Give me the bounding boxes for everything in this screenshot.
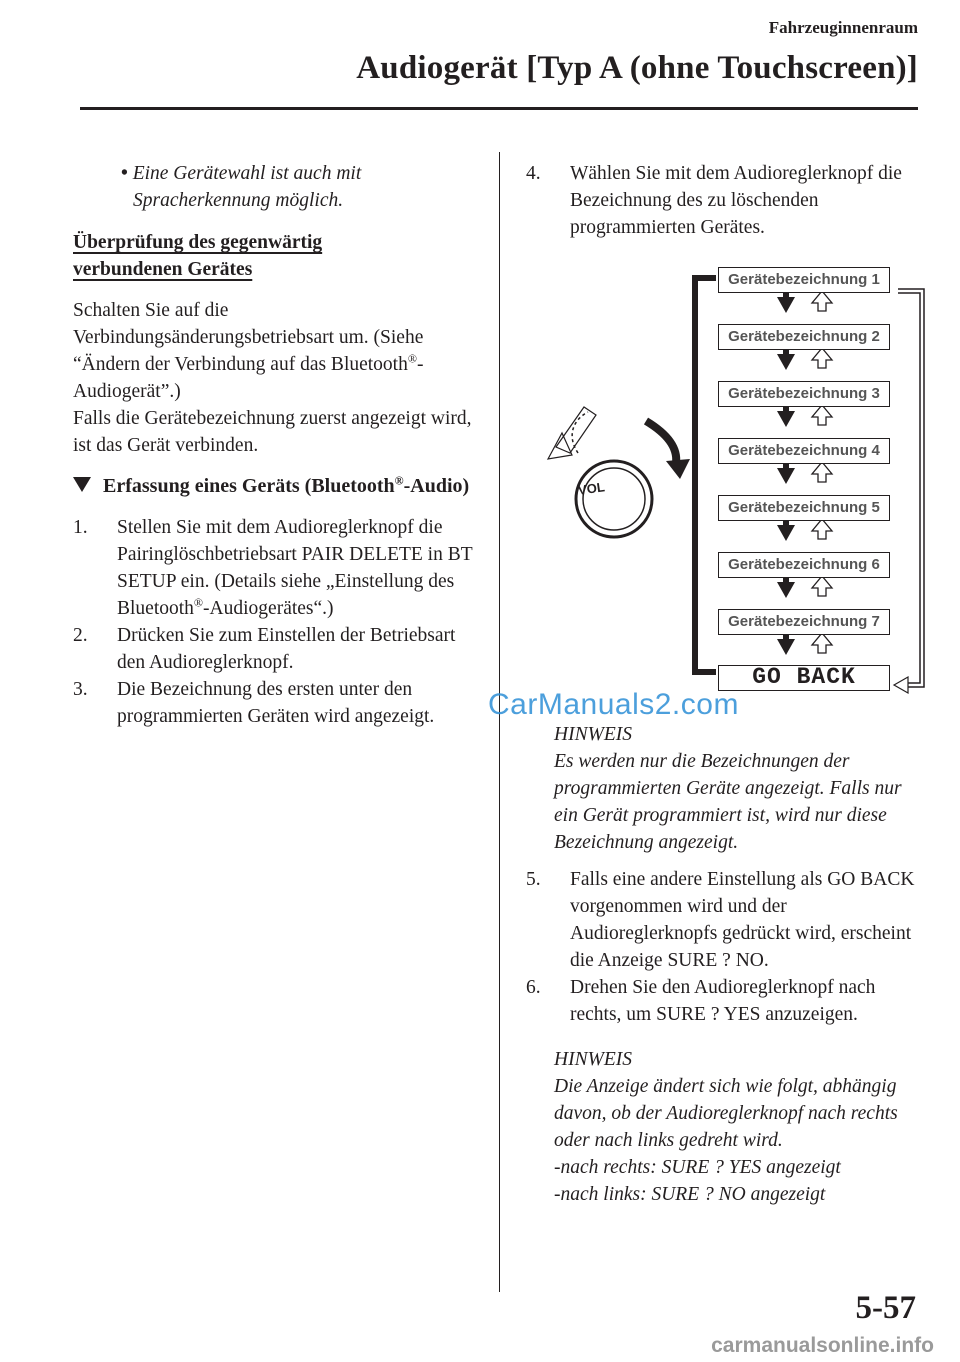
step-text: Drehen Sie den Audioreglerknopf nach rechts, um SURE ? YES anzuzeigen. [570, 977, 876, 1025]
down-arrow-icon [777, 468, 795, 484]
step-list-right-b [526, 866, 926, 1028]
device-label: Gerätebezeichnung 3 [718, 381, 890, 407]
device-label: Gerätebezeichnung 7 [718, 609, 890, 635]
step-number: 6. [526, 977, 541, 998]
column-divider [499, 152, 500, 1292]
footer-watermark: carmanualsonline.info [711, 1334, 934, 1357]
page-title: Audiogerät [Typ A (ohne Touchscreen)] [356, 50, 918, 86]
vol-knob-icon [548, 407, 690, 537]
down-arrow-icon [777, 582, 795, 598]
cycle-arrows [894, 289, 924, 693]
registered-mark: ® [394, 473, 404, 488]
note-bullet-text: Eine Gerätewahl ist auch mit Spracherkennung möglich. [132, 163, 362, 211]
paragraph-1 [73, 297, 473, 459]
step-number: 2. [73, 625, 88, 646]
down-arrow-icon [777, 639, 795, 655]
down-arrow-icon [777, 411, 795, 427]
selection-bracket-bottom [692, 669, 716, 675]
step-number: 1. [73, 517, 88, 538]
step-1 [73, 514, 473, 622]
page-number: 5-57 [855, 1290, 916, 1326]
device-label: Gerätebezeichnung 5 [718, 495, 890, 521]
up-arrow-icon [812, 519, 832, 539]
section-heading-line2: verbundenen Gerätes [73, 259, 253, 280]
up-arrow-icon [812, 348, 832, 368]
down-arrow-icon [777, 525, 795, 541]
header-rule [80, 107, 918, 110]
section-heading [73, 229, 473, 283]
go-back-label: GO BACK [718, 665, 890, 691]
step-4 [526, 160, 926, 241]
step-6 [526, 974, 926, 1028]
note-bullet [73, 160, 473, 214]
device-label: Gerätebezeichnung 6 [718, 552, 890, 578]
note-2 [526, 1046, 926, 1208]
note-2-line-2: -nach links: SURE ? NO angezeigt [554, 1184, 826, 1205]
down-arrow-icon [777, 297, 795, 313]
step-text-b: -Audiogerätes“.) [203, 598, 334, 619]
up-arrow-icon [812, 633, 832, 653]
bullet-icon: • [121, 163, 128, 184]
step-number: 5. [526, 869, 541, 890]
device-label: Gerätebezeichnung 2 [718, 324, 890, 350]
step-text: Die Bezeichnung des ersten unter den programmierten Geräten wird angezeigt. [117, 679, 435, 727]
registered-mark: ® [407, 351, 417, 366]
note-1-title: HINWEIS [554, 724, 632, 745]
step-number: 4. [526, 163, 541, 184]
paragraph-2: Falls die Gerätebezeichnung zuerst angezeigt wird, ist das Gerät verbinden. [73, 408, 472, 456]
step-3 [73, 676, 473, 730]
step-text: Drücken Sie zum Einstellen der Betriebsart den Audioreglerknopf. [117, 625, 456, 673]
registered-mark: ® [193, 595, 204, 610]
note-2-title: HINWEIS [554, 1049, 632, 1070]
device-label: Gerätebezeichnung 4 [718, 438, 890, 464]
up-arrow-icon [812, 291, 832, 311]
section-heading-line1: Überprüfung des gegenwärtig [73, 232, 323, 253]
step-text: Wählen Sie mit dem Audioreglerknopf die Bezeichnung des zu löschenden programmierten Gerätes. [570, 163, 902, 238]
vol-label: VOL [577, 479, 606, 498]
subsection-heading [73, 473, 473, 500]
step-text: Stellen Sie mit dem Audioreglerknopf die Pairinglöschbetriebsart PAIR DELETE in BT SETUP ein. (Details siehe „Einstellung des Bluetooth [117, 517, 473, 619]
down-arrow-icon [777, 354, 795, 370]
device-selection-diagram [526, 267, 956, 707]
subsection-heading-a: Erfassung eines Geräts (Bluetooth [103, 475, 395, 497]
device-label: Gerätebezeichnung 1 [718, 267, 890, 293]
paragraph-1-b: -Audiogerät”.) [73, 354, 424, 402]
step-2 [73, 622, 473, 676]
selection-bracket [692, 275, 698, 675]
up-arrow-icon [812, 462, 832, 482]
left-column [73, 160, 473, 730]
watermark: CarManuals2.com [488, 688, 739, 721]
selection-bracket-top [692, 275, 716, 281]
step-5 [526, 866, 926, 974]
step-list-left [73, 514, 473, 730]
note-1 [526, 721, 926, 856]
note-2-text: Die Anzeige ändert sich wie folgt, abhängig davon, ob der Audioreglerknopf nach rechts oder nach links gedreht wird. [554, 1076, 898, 1151]
note-2-line-1: -nach rechts: SURE ? YES angezeigt [554, 1157, 841, 1178]
step-text: Falls eine andere Einstellung als GO BACK vorgenommen wird und der Audioreglerknopfs gedrückt wird, erscheint die Anzeige SURE ? NO. [570, 869, 915, 971]
step-list-right-a [526, 160, 926, 241]
subsection-heading-b: -Audio) [403, 475, 470, 497]
note-1-text: Es werden nur die Bezeichnungen der programmierten Geräte angezeigt. Falls nur ein Gerät programmiert ist, wird nur diese Bezeichnung angezeigt. [554, 751, 902, 853]
up-arrow-icon [812, 576, 832, 596]
step-number: 3. [73, 679, 88, 700]
triangle-marker-icon [73, 477, 91, 492]
paragraph-1-a: Schalten Sie auf die Verbindungsänderungsbetriebsart um. (Siehe “Ändern der Verbindung auf das Bluetooth [73, 300, 424, 375]
section-label: Fahrzeuginnenraum [768, 18, 918, 37]
up-arrow-icon [812, 405, 832, 425]
